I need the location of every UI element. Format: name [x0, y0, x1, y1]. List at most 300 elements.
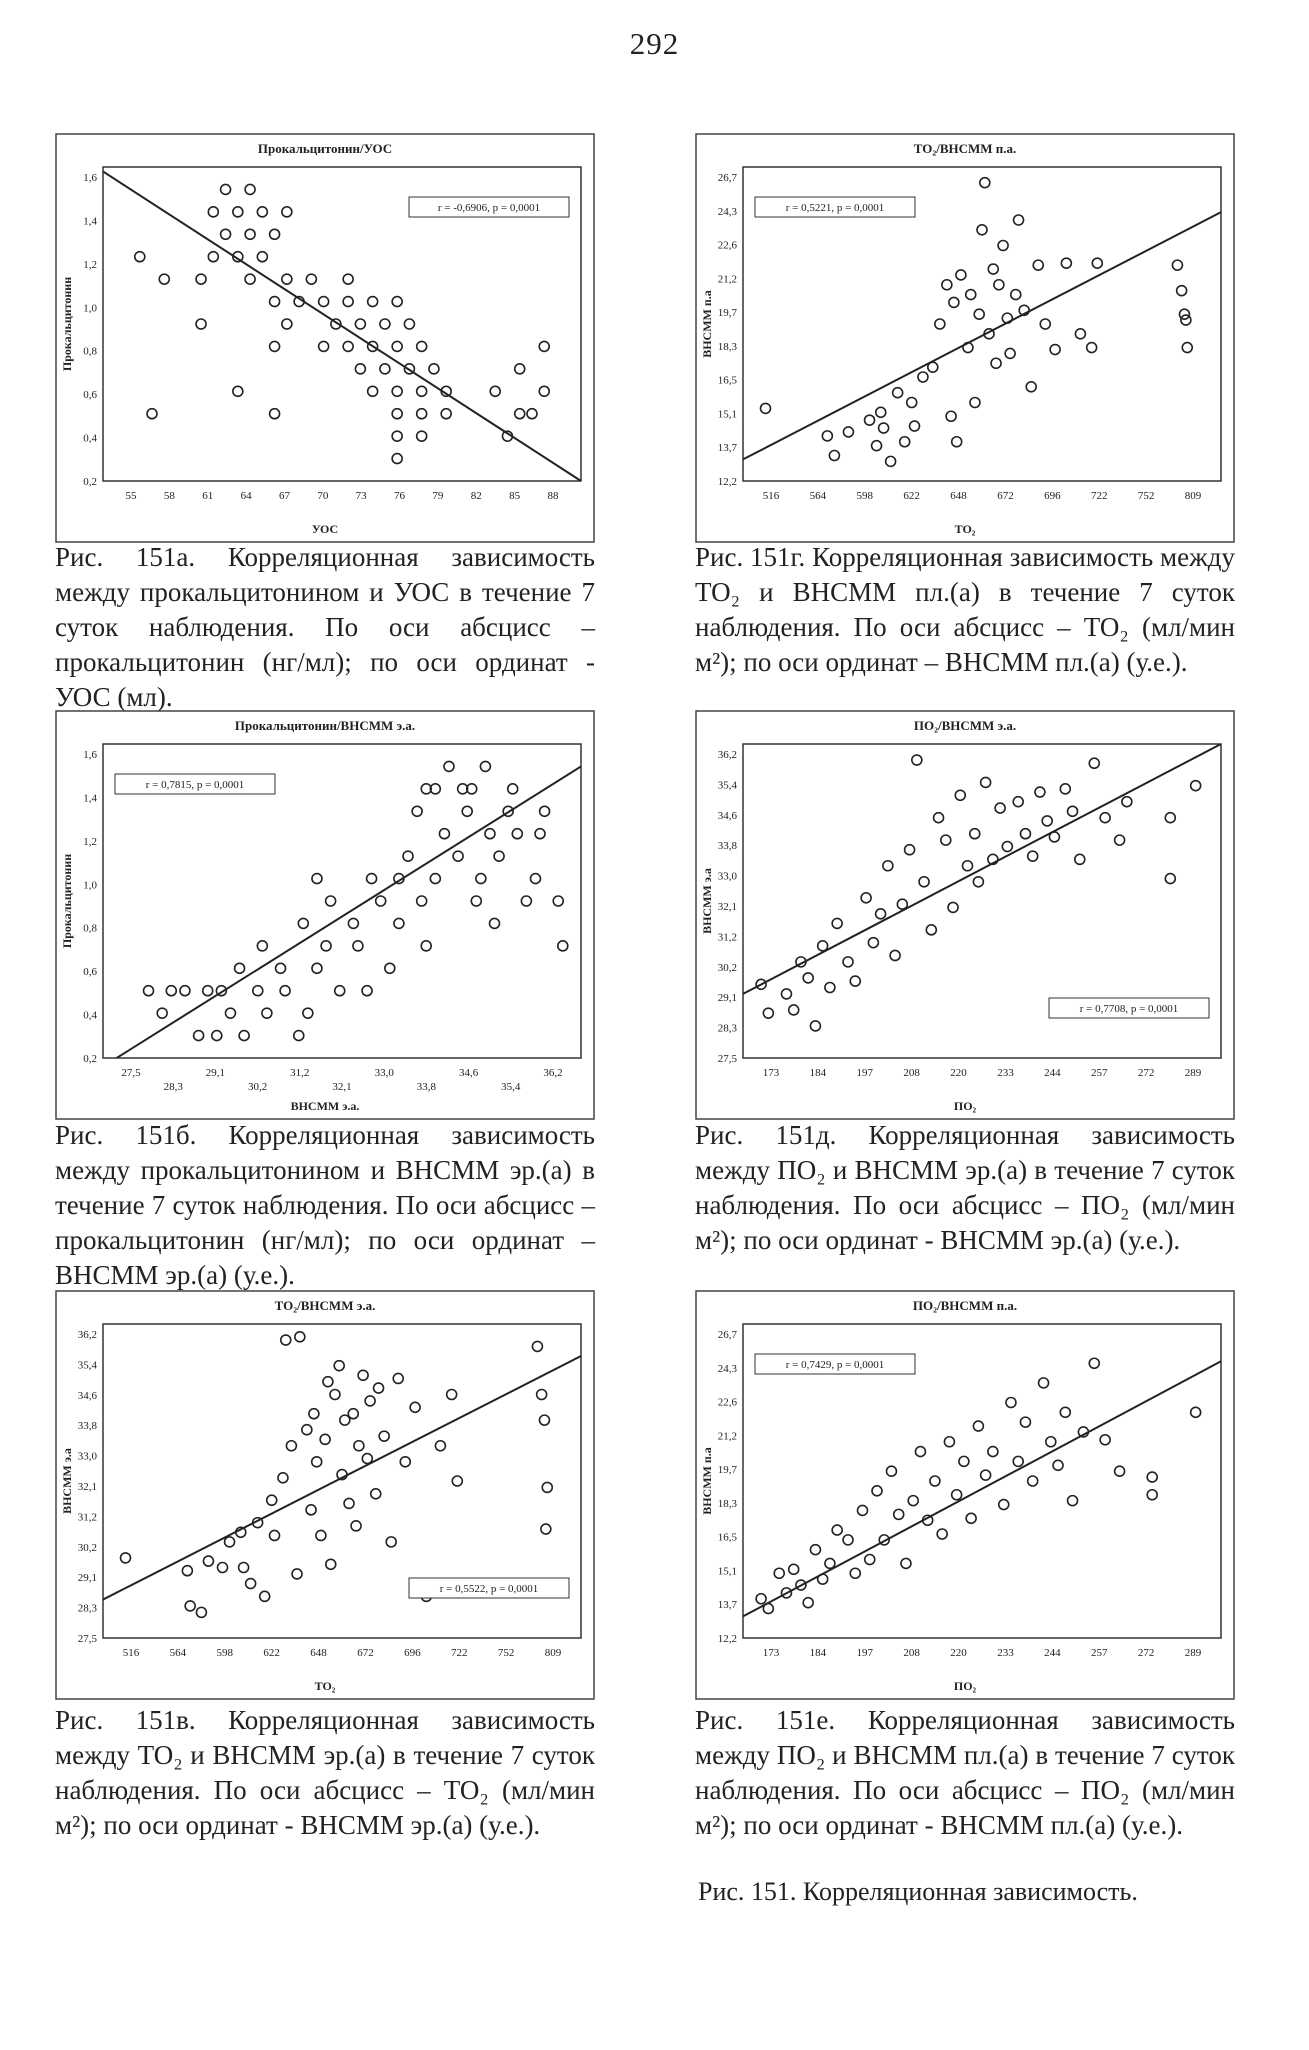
data-point	[893, 388, 903, 398]
data-point	[392, 409, 402, 419]
data-point	[539, 341, 549, 351]
plot-area	[743, 178, 1221, 467]
x-axis-label: УОС	[311, 522, 339, 536]
data-point	[1122, 797, 1132, 807]
data-point	[756, 1594, 766, 1604]
data-point	[380, 319, 390, 329]
data-point	[348, 1409, 358, 1419]
x-tick-label: 622	[903, 490, 920, 502]
data-point	[354, 1441, 364, 1451]
y-tick-label: 1,6	[83, 172, 97, 184]
data-point	[883, 861, 893, 871]
data-point	[970, 829, 980, 839]
data-point	[949, 297, 959, 307]
data-point	[393, 1373, 403, 1383]
data-point	[818, 1574, 828, 1584]
x-tick-label: 208	[903, 1647, 920, 1659]
data-point	[348, 918, 358, 928]
data-point	[956, 270, 966, 280]
data-point	[334, 1361, 344, 1371]
stat-text: r = 0,5221, p = 0,0001	[785, 202, 885, 214]
data-point	[421, 941, 431, 951]
data-point	[829, 450, 839, 460]
data-point	[203, 986, 213, 996]
data-point	[410, 1402, 420, 1412]
data-point	[312, 874, 322, 884]
data-point	[512, 829, 522, 839]
data-point	[326, 896, 336, 906]
y-tick-label: 18,3	[717, 1497, 737, 1510]
y-tick-label: 36,2	[717, 749, 737, 761]
data-point	[196, 1607, 206, 1617]
chart-title: ТО₂/ВНСММ п.а.	[913, 141, 1017, 156]
x-tick-label: 516	[762, 490, 780, 502]
data-point	[302, 1425, 312, 1435]
x-tick-label: 29,1	[205, 1067, 226, 1079]
x-tick-label: 33,8	[416, 1081, 437, 1093]
x-tick-label: 272	[1137, 1067, 1155, 1079]
data-point	[1028, 851, 1038, 861]
data-point	[763, 1604, 773, 1614]
x-tick-label: 696	[404, 1647, 421, 1659]
data-point	[180, 986, 190, 996]
chart-procalcitonin-uos	[55, 133, 595, 543]
y-tick-label: 0,6	[83, 389, 97, 402]
y-tick-label: 18,3	[717, 340, 737, 353]
x-tick-label: 752	[1137, 490, 1155, 502]
y-tick-label: 21,2	[717, 1430, 737, 1443]
y-tick-label: 33,8	[77, 1420, 97, 1433]
data-point	[371, 1489, 381, 1499]
data-point	[225, 1537, 235, 1547]
data-point	[774, 1568, 784, 1578]
y-tick-label: 13,7	[717, 1599, 737, 1612]
x-tick-label: 289	[1184, 1067, 1202, 1079]
x-tick-label: 564	[169, 1647, 187, 1659]
data-point	[1092, 258, 1102, 268]
data-point	[447, 1389, 457, 1399]
data-point	[351, 1521, 361, 1531]
data-point	[257, 207, 267, 217]
data-point	[1147, 1472, 1157, 1482]
y-tick-label: 31,2	[77, 1511, 97, 1524]
y-axis-label: ВНСММ п.а	[700, 1447, 714, 1515]
data-point	[385, 963, 395, 973]
data-point	[537, 1389, 547, 1399]
x-tick-label: 173	[762, 1067, 780, 1079]
data-point	[1181, 315, 1191, 325]
x-tick-label: 598	[216, 1647, 234, 1659]
data-point	[276, 963, 286, 973]
data-point	[403, 851, 413, 861]
data-point	[404, 319, 414, 329]
data-point	[1068, 1496, 1078, 1506]
data-point	[907, 398, 917, 408]
x-tick-label: 28,3	[163, 1081, 183, 1093]
data-point	[910, 421, 920, 431]
data-point	[355, 364, 365, 374]
data-point	[208, 207, 218, 217]
data-point	[1115, 1466, 1125, 1476]
y-tick-label: 35,4	[717, 779, 737, 792]
x-tick-label: 233	[997, 1647, 1014, 1659]
data-point	[212, 1031, 222, 1041]
y-tick-label: 1,0	[83, 879, 97, 892]
y-tick-label: 0,6	[83, 966, 97, 979]
data-point	[358, 1370, 368, 1380]
x-tick-label: 289	[1184, 1647, 1202, 1659]
x-tick-label: 30,2	[247, 1081, 268, 1093]
data-point	[306, 274, 316, 284]
data-point	[926, 925, 936, 935]
y-tick-label: 0,4	[83, 432, 97, 445]
y-tick-label: 0,2	[83, 476, 97, 488]
plot-area	[743, 744, 1221, 1031]
data-point	[270, 409, 280, 419]
data-point	[541, 1524, 551, 1534]
x-tick-label: 272	[1137, 1647, 1155, 1659]
y-tick-label: 22,6	[717, 1396, 737, 1409]
data-point	[1026, 382, 1036, 392]
data-point	[977, 225, 987, 235]
data-point	[480, 761, 490, 771]
x-tick-label: 85	[509, 490, 521, 502]
data-point	[312, 963, 322, 973]
data-point	[203, 1556, 213, 1566]
data-point	[832, 1525, 842, 1535]
data-point	[1191, 781, 1201, 791]
data-point	[429, 364, 439, 374]
data-point	[1013, 797, 1023, 807]
data-point	[1068, 806, 1078, 816]
data-point	[417, 341, 427, 351]
data-point	[343, 341, 353, 351]
y-tick-label: 30,2	[77, 1541, 97, 1554]
data-point	[825, 983, 835, 993]
data-point	[539, 1415, 549, 1425]
data-point	[312, 1457, 322, 1467]
data-point	[915, 1447, 925, 1457]
data-point	[1049, 832, 1059, 842]
data-point	[789, 1005, 799, 1015]
data-point	[843, 957, 853, 967]
data-point	[368, 297, 378, 307]
x-tick-label: 70	[317, 490, 329, 502]
data-point	[1165, 813, 1175, 823]
x-tick-label: 76	[394, 490, 406, 502]
data-point	[392, 454, 402, 464]
x-tick-label: 197	[856, 1647, 874, 1659]
x-tick-label: 722	[1090, 490, 1108, 502]
x-tick-label: 220	[950, 1067, 967, 1079]
data-point	[490, 918, 500, 928]
data-point	[532, 1341, 542, 1351]
data-point	[335, 986, 345, 996]
data-point	[872, 441, 882, 451]
data-point	[233, 386, 243, 396]
data-point	[973, 1421, 983, 1431]
data-point	[270, 229, 280, 239]
chart-po2-vnsmm-pa	[695, 1290, 1235, 1700]
y-tick-label: 1,6	[83, 749, 97, 761]
data-point	[282, 319, 292, 329]
data-point	[530, 874, 540, 884]
y-tick-label: 12,2	[717, 476, 737, 488]
data-point	[392, 341, 402, 351]
x-tick-label: 244	[1044, 1067, 1061, 1079]
data-point	[494, 851, 504, 861]
data-point	[540, 806, 550, 816]
x-tick-label: 598	[856, 490, 874, 502]
data-point	[362, 1454, 372, 1464]
y-tick-label: 1,4	[83, 792, 97, 805]
x-tick-label: 648	[950, 490, 967, 502]
caption-151e: Рис. 151е. Корреляционная зависимость между ПО₂ и ВНСММ пл.(а) в течение 7 суток наблюдения. По оси абсцисс – ПО₂ (мл/мин м²); по оси ординат - ВНСММ пл.(а) (у.е.).	[695, 1705, 1235, 1840]
data-point	[343, 297, 353, 307]
stat-text: r = 0,7708, p = 0,0001	[1079, 1003, 1179, 1015]
x-tick-label: 722	[450, 1647, 468, 1659]
data-point	[879, 423, 889, 433]
x-tick-label: 73	[355, 490, 367, 502]
data-point	[245, 184, 255, 194]
data-point	[316, 1530, 326, 1540]
data-point	[539, 386, 549, 396]
data-point	[535, 829, 545, 839]
data-point	[810, 1021, 820, 1031]
data-point	[542, 1482, 552, 1492]
data-point	[858, 1505, 868, 1515]
chart-title: Прокальцитонин/УОС	[257, 141, 393, 156]
y-tick-label: 26,7	[717, 172, 737, 184]
x-tick-label: 809	[544, 1647, 562, 1659]
x-tick-label: 33,0	[374, 1067, 394, 1079]
data-point	[966, 290, 976, 300]
y-tick-label: 1,2	[83, 258, 97, 271]
y-tick-label: 26,7	[717, 1329, 737, 1341]
data-point	[1053, 1460, 1063, 1470]
y-tick-label: 28,3	[77, 1602, 97, 1615]
data-point	[1046, 1437, 1056, 1447]
data-point	[295, 1332, 305, 1342]
trend-line	[103, 1356, 581, 1600]
data-point	[417, 386, 427, 396]
x-tick-label: 233	[997, 1067, 1014, 1079]
x-tick-label: 27,5	[121, 1067, 141, 1079]
data-point	[430, 874, 440, 884]
x-axis-label: ПО₂	[953, 1099, 977, 1113]
data-point	[239, 1031, 249, 1041]
data-point	[865, 1555, 875, 1565]
data-point	[260, 1591, 270, 1601]
data-point	[144, 986, 154, 996]
x-tick-label: 672	[997, 490, 1014, 502]
data-point	[558, 941, 568, 951]
x-axis-label: ВНСММ э.а.	[290, 1099, 360, 1113]
data-point	[392, 431, 402, 441]
data-point	[981, 777, 991, 787]
data-point	[253, 986, 263, 996]
trend-line	[117, 766, 581, 1058]
data-point	[1035, 787, 1045, 797]
y-tick-label: 19,7	[717, 307, 737, 320]
scatter-svg	[695, 1290, 1235, 1700]
data-point	[974, 309, 984, 319]
data-point	[876, 407, 886, 417]
data-point	[1039, 1378, 1049, 1388]
caption-151b: Рис. 151б. Корреляционная зависимость между прокальцитонином и ВНСММ эр.(а) в течение 7 суток наблюдения. По оси абсцисс – прокальцитонин (нг/мл); по оси ординат – ВНСММ эр.(а) (у.е.).	[55, 1120, 595, 1290]
y-tick-label: 0,8	[83, 922, 97, 935]
data-point	[239, 1563, 249, 1573]
plot-area	[103, 1332, 581, 1618]
data-point	[400, 1457, 410, 1467]
x-tick-label: 696	[1044, 490, 1061, 502]
data-point	[380, 364, 390, 374]
x-axis-label: ТО₂	[954, 522, 976, 536]
data-point	[379, 1431, 389, 1441]
data-point	[1060, 784, 1070, 794]
stat-text: r = 0,5522, p = 0,0001	[439, 1583, 539, 1595]
x-axis-label: ТО₂	[314, 1679, 336, 1693]
plot-area	[103, 171, 581, 481]
data-point	[196, 319, 206, 329]
scatter-svg	[55, 1290, 595, 1700]
data-point	[1100, 813, 1110, 823]
data-point	[394, 918, 404, 928]
data-point	[435, 1441, 445, 1451]
data-point	[900, 437, 910, 447]
data-point	[221, 229, 231, 239]
data-point	[417, 431, 427, 441]
x-tick-label: 184	[809, 1067, 827, 1079]
data-point	[120, 1553, 130, 1563]
data-point	[344, 1498, 354, 1508]
data-point	[376, 896, 386, 906]
data-point	[515, 409, 525, 419]
y-tick-label: 0,2	[83, 1053, 97, 1065]
data-point	[208, 252, 218, 262]
y-axis-label: ВНСММ э.а	[60, 1448, 74, 1514]
data-point	[955, 790, 965, 800]
stat-text: r = -0,6906, p = 0,0001	[437, 202, 541, 214]
data-point	[1075, 329, 1085, 339]
data-point	[1033, 260, 1043, 270]
data-point	[1100, 1435, 1110, 1445]
data-point	[994, 280, 1004, 290]
trend-line	[103, 171, 581, 481]
data-point	[386, 1537, 396, 1547]
data-point	[763, 1008, 773, 1018]
x-tick-label: 58	[163, 490, 175, 502]
x-tick-label: 564	[809, 490, 827, 502]
data-point	[886, 1466, 896, 1476]
data-point	[452, 1476, 462, 1486]
x-tick-label: 208	[903, 1067, 920, 1079]
data-point	[362, 986, 372, 996]
x-tick-label: 220	[950, 1647, 967, 1659]
x-tick-label: 173	[762, 1647, 780, 1659]
data-point	[471, 896, 481, 906]
y-tick-label: 24,3	[717, 205, 737, 218]
x-tick-label: 244	[1044, 1647, 1061, 1659]
data-point	[843, 1535, 853, 1545]
y-tick-label: 35,4	[77, 1359, 97, 1372]
data-point	[343, 274, 353, 284]
y-tick-label: 29,1	[77, 1572, 97, 1585]
data-point	[850, 1568, 860, 1578]
data-point	[998, 241, 1008, 251]
data-point	[803, 973, 813, 983]
caption-151g: Рис. 151г. Корреляционная зависимость между ТО₂ и ВНСММ пл.(а) в течение 7 суток наблюдения. По оси абсцисс – ТО₂ (мл/мин м²); по оси ординат – ВНСММ пл.(а) (у.е.).	[695, 542, 1235, 677]
caption-151d: Рис. 151д. Корреляционная зависимость между ПО₂ и ВНСММ эр.(а) в течение 7 суток наблюдения. По оси абсцисс – ПО₂ (мл/мин м²); по оси ординат - ВНСММ эр.(а) (у.е.).	[695, 1120, 1235, 1255]
scatter-svg	[55, 710, 595, 1120]
y-tick-label: 0,8	[83, 345, 97, 358]
data-point	[946, 411, 956, 421]
data-point	[417, 409, 427, 419]
data-point	[515, 364, 525, 374]
data-point	[1147, 1490, 1157, 1500]
stat-text: r = 0,7429, p = 0,0001	[785, 1359, 885, 1371]
data-point	[245, 229, 255, 239]
y-tick-label: 16,5	[717, 374, 737, 387]
x-tick-label: 809	[1184, 490, 1202, 502]
data-point	[810, 1545, 820, 1555]
data-point	[818, 941, 828, 951]
data-point	[365, 1396, 375, 1406]
y-tick-label: 33,0	[717, 870, 737, 883]
data-point	[280, 986, 290, 996]
data-point	[912, 755, 922, 765]
data-point	[374, 1383, 384, 1393]
data-point	[319, 341, 329, 351]
data-point	[553, 896, 563, 906]
data-point	[1042, 816, 1052, 826]
data-point	[185, 1601, 195, 1611]
y-axis-label: ВНСММ п.а	[700, 290, 714, 358]
data-point	[323, 1377, 333, 1387]
data-point	[1089, 758, 1099, 768]
data-point	[944, 1437, 954, 1447]
y-axis-label: Прокальцитонин	[60, 276, 74, 372]
data-point	[1028, 1476, 1038, 1486]
x-tick-label: 34,6	[458, 1067, 479, 1079]
data-point	[306, 1505, 316, 1515]
data-point	[886, 456, 896, 466]
data-point	[872, 1486, 882, 1496]
data-point	[508, 784, 518, 794]
data-point	[1191, 1407, 1201, 1417]
y-tick-label: 15,1	[717, 408, 737, 421]
chart-title: ПО₂/ВНСММ э.а.	[913, 718, 1017, 733]
data-point	[282, 274, 292, 284]
data-point	[157, 1008, 167, 1018]
data-point	[439, 829, 449, 839]
y-axis-label: Прокальцитонин	[60, 853, 74, 949]
data-point	[303, 1008, 313, 1018]
data-point	[417, 896, 427, 906]
x-tick-label: 35,4	[501, 1081, 521, 1093]
chart-po2-vnsmm-ea	[695, 710, 1235, 1120]
data-point	[233, 207, 243, 217]
data-point	[368, 386, 378, 396]
data-point	[320, 1434, 330, 1444]
chart-procalcitonin-vnsmm-ea	[55, 710, 595, 1120]
data-point	[1006, 1398, 1016, 1408]
data-point	[353, 941, 363, 951]
x-tick-label: 61	[202, 490, 214, 502]
data-point	[894, 1509, 904, 1519]
data-point	[527, 409, 537, 419]
caption-151a: Рис. 151а. Корреляционная зависимость между прокальцитонином и УОС в течение 7 суток наблюдения. По оси абсцисс – прокальцитонин (нг/мл); по оси ординат - УОС (мл).	[55, 542, 595, 712]
